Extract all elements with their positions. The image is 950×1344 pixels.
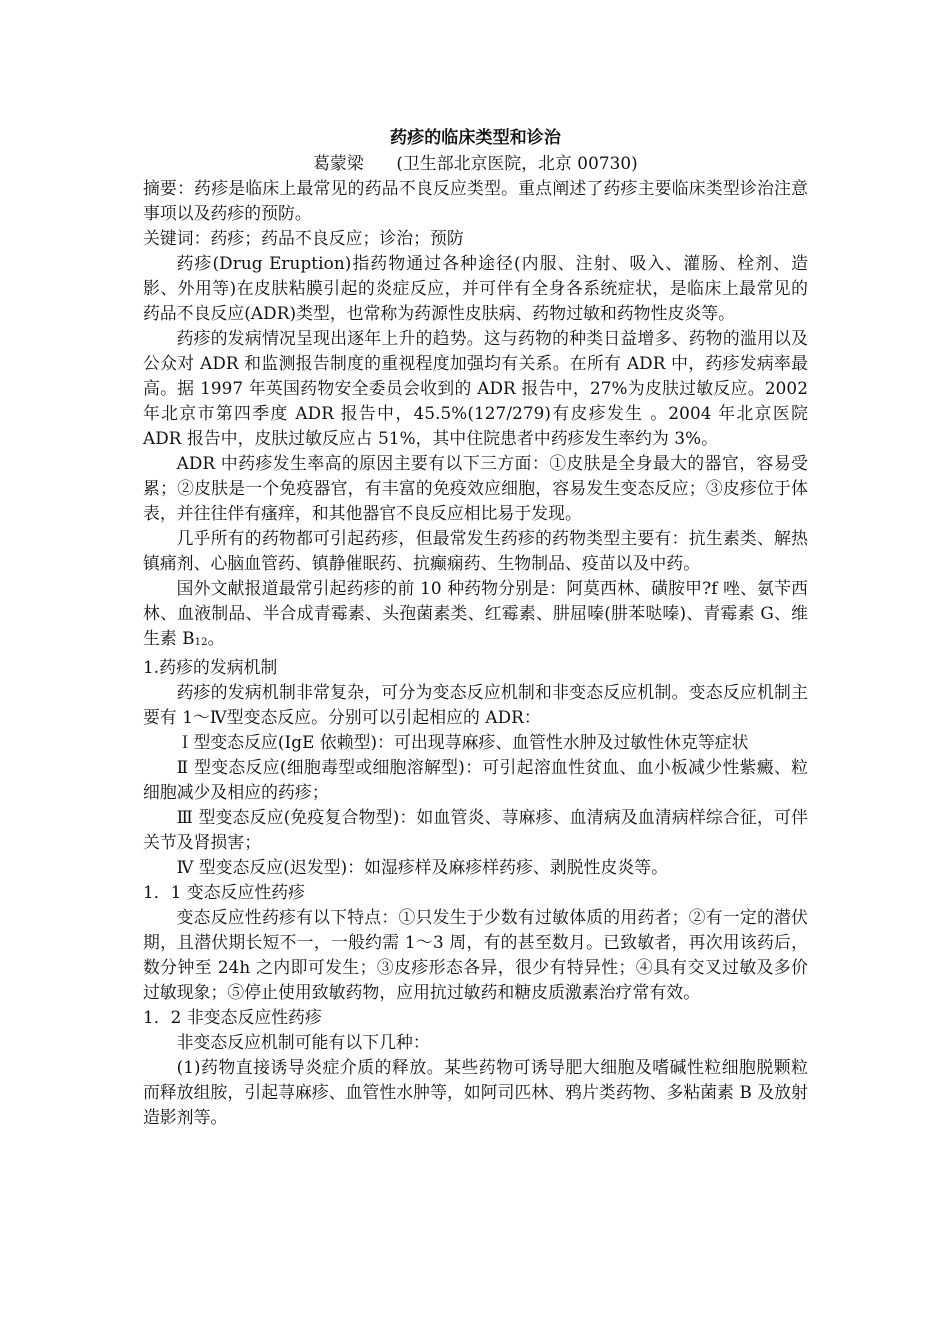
section-heading-1-2: 1．2 非变态反应性药疹 (143, 1007, 322, 1027)
paragraph-mechanism: 药疹的发病机制非常复杂，可分为变态反应机制和非变态反应机制。变态反应机制主要有 1～Ⅳ型变态反应。分别可以引起相应的 ADR： (143, 682, 808, 727)
abstract: 摘要：药疹是临床上最常见的药品不良反应类型。重点阐述了药疹主要临床类型诊治注意事项以及药疹的预防。 (143, 178, 808, 223)
paragraph-allergic-features: 变态反应性药疹有以下特点：①只发生于少数有过敏体质的用药者；②有一定的潜伏期，且潜伏期长短不一，一般约需 1～3 周，有的甚至数月。已致敏者，再次用该药后，数分钟至 24h 之内即可发生；③皮疹形态各异，很少有特异性；④具有交叉过敏及多价过敏现象；⑤停止使用致敏药物，应用抗过敏药和糖皮质激素治疗常有效。 (143, 907, 808, 1002)
document-page (143, 118, 808, 1130)
paragraph-type-2: Ⅱ 型变态反应(细胞毒型或细胞溶解型)：可引起溶血性贫血、血小板减少性紫癜、粒细胞减少及相应的药疹； (143, 757, 808, 802)
paragraph-incidence: 药疹的发病情况呈现出逐年上升的趋势。这与药物的种类日益增多、药物的滥用以及公众对 ADR 和监测报告制度的重视程度加强均有关系。在所有 ADR 中，药疹发病率最高。据 1997 年英国药物安全委员会收到的 ADR 报告中，27%为皮肤过敏反应。2002 年北京市第四季度 ADR 报告中，45.5%(127/279)有皮疹发生 。2004 年北京医院 ADR 报告中，皮肤过敏反应占 51%，其中住院患者中药疹发生率约为 3%。 (143, 328, 808, 448)
document-title: 药疹的临床类型和诊治 (390, 128, 561, 148)
paragraph-definition: 药疹(Drug Eruption)指药物通过各种途径(内服、注射、吸入、灌肠、栓剂、造影、外用等)在皮肤粘膜引起的炎症反应，并可伴有全身各系统症状，是临床上最常见的药品不良反应(ADR)类型，也常称为药源性皮肤病、药物过敏和药物性皮炎等。 (143, 253, 808, 323)
paragraph-top10-drugs (143, 576, 808, 655)
author-affiliation: 葛蒙梁 (卫生部北京医院，北京 00730) (313, 153, 638, 173)
section-heading-1-1: 1．1 变态反应性药疹 (143, 882, 306, 902)
paragraph-drug-types: 几乎所有的药物都可引起药疹，但最常发生药疹的药物类型主要有：抗生素类、解热镇痛剂、心脑血管药、镇静催眠药、抗癫痫药、生物制品、疫苗以及中药。 (143, 528, 808, 573)
paragraph-type-1: Ｉ型变态反应(IgE 依赖型)：可出现荨麻疹、血管性水肿及过敏性休克等症状 (176, 732, 749, 752)
top10-end: 。 (207, 628, 225, 648)
keywords: 关键词：药疹；药品不良反应；诊治；预防 (143, 228, 464, 248)
paragraph-reasons: ADR 中药疹发生率高的原因主要有以下三方面：①皮肤是全身最大的器官，容易受累；②皮肤是一个免疫器官，有丰富的免疫效应细胞，容易发生变态反应；③皮疹位于体表，并往往伴有瘙痒，和其他器官不良反应相比易于发现。 (143, 453, 808, 523)
paragraph-type-3: Ⅲ 型变态反应(免疫复合物型)：如血管炎、荨麻疹、血清病及血清病样综合征，可伴关节及肾损害； (143, 807, 808, 852)
paragraph-nonallergic-intro: 非变态反应机制可能有以下几种： (176, 1032, 430, 1052)
top10-text: 国外文献报道最常引起药疹的前 10 种药物分别是：阿莫西林、磺胺甲?f 唑、氨苄西林、血液制品、半合成青霉素、头孢菌素类、红霉素、肼屈嗪(肼苯哒嗪)、青霉素 G、维生素 B (143, 578, 808, 648)
paragraph-nonallergic-1: (1)药物直接诱导炎症介质的释放。某些药物可诱导肥大细胞及嗜碱性粒细胞脱颗粒而释放组胺，引起荨麻疹、血管性水肿等，如阿司匹林、鸦片类药物、多粘菌素 B 及放射造影剂等。 (143, 1057, 808, 1127)
top10-subscript: 12 (194, 637, 208, 648)
paragraph-type-4: Ⅳ 型变态反应(迟发型)：如湿疹样及麻疹样药疹、剥脱性皮炎等。 (176, 857, 668, 877)
section-heading-1: 1.药疹的发病机制 (143, 657, 278, 677)
